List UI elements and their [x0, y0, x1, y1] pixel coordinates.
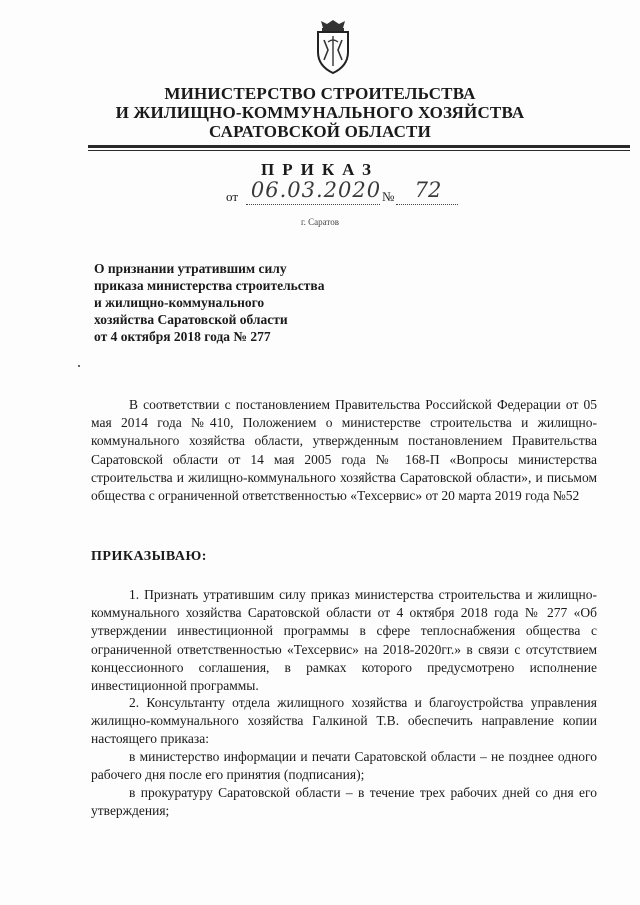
handwritten-number: 72 — [414, 178, 442, 202]
city-label: г. Саратов — [301, 217, 339, 227]
scan-artifact — [78, 365, 80, 367]
order-item-2: 2. Консультанту отдела жилищного хозяйства и благоустройства управления жилищно-коммунального хозяйства Галкиной Т.В. обеспечить направление копии настоящего приказа: — [91, 695, 597, 747]
order-item-2a: в министерство информации и печати Саратовской области – не позднее одного рабочего дня после его принятия (подписания); — [91, 749, 597, 783]
ministry-name-line2: И ЖИЛИЩНО-КОММУНАЛЬНОГО ХОЗЯЙСТВА — [115, 103, 525, 122]
subject-line: от 4 октября 2018 года № 277 — [94, 329, 271, 344]
ministry-name-line1: МИНИСТЕРСТВО СТРОИТЕЛЬСТВА — [164, 84, 476, 103]
number-underline — [396, 204, 458, 205]
handwritten-date: 06.03.2020 — [250, 178, 382, 202]
ministry-name-line3: САРАТОВСКОЙ ОБЛАСТИ — [208, 122, 432, 141]
subject-line: приказа министерства строительства — [94, 278, 325, 293]
order-item-2b: в прокуратуру Саратовской области – в течение трех рабочих дней со дня его утверждения; — [91, 785, 597, 819]
header-divider-thin — [88, 150, 630, 151]
order-directive-heading: ПРИКАЗЫВАЮ: — [91, 549, 207, 564]
coat-of-arms-icon — [310, 18, 356, 76]
header-divider-thick — [88, 145, 630, 148]
subject-line: и жилищно-коммунального — [94, 295, 265, 310]
number-prefix: № — [382, 189, 395, 204]
subject-line: О признании утратившим силу — [94, 261, 287, 276]
subject-line: хозяйства Саратовской области — [94, 312, 288, 327]
document-title: ПРИКАЗ — [261, 160, 379, 179]
date-prefix: от — [226, 189, 239, 204]
order-subject — [94, 260, 414, 345]
preamble-paragraph: В соответствии с постановлением Правительства Российской Федерации от 05 мая 2014 года №410, Положением о министерстве строительства и жилищно-коммунального хозяйства области, утвержденным постановлением Правительства Саратовской области от 14 мая 2005 года № 168-П «Вопросы министерства строительства и жилищно-коммунального хозяйства Саратовской области», и письмом общества с ограниченной ответственностью «Техсервис» от 20 марта 2019 года №52 — [91, 397, 597, 504]
order-item-1: 1. Признать утратившим силу приказ министерства строительства и жилищно-коммунального хозяйства Саратовской области от 4 октября 2018 года № 277 «Об утверждении инвестиционной программы в сфере теплоснабжения общества с ограниченной ответственностью «Техсервис» на 2018-2020гг.» в связи с отсутствием концессионного соглашения, в рамках которого предусмотрено исполнение инвестиционной программы. — [91, 587, 597, 694]
date-underline — [246, 204, 380, 205]
